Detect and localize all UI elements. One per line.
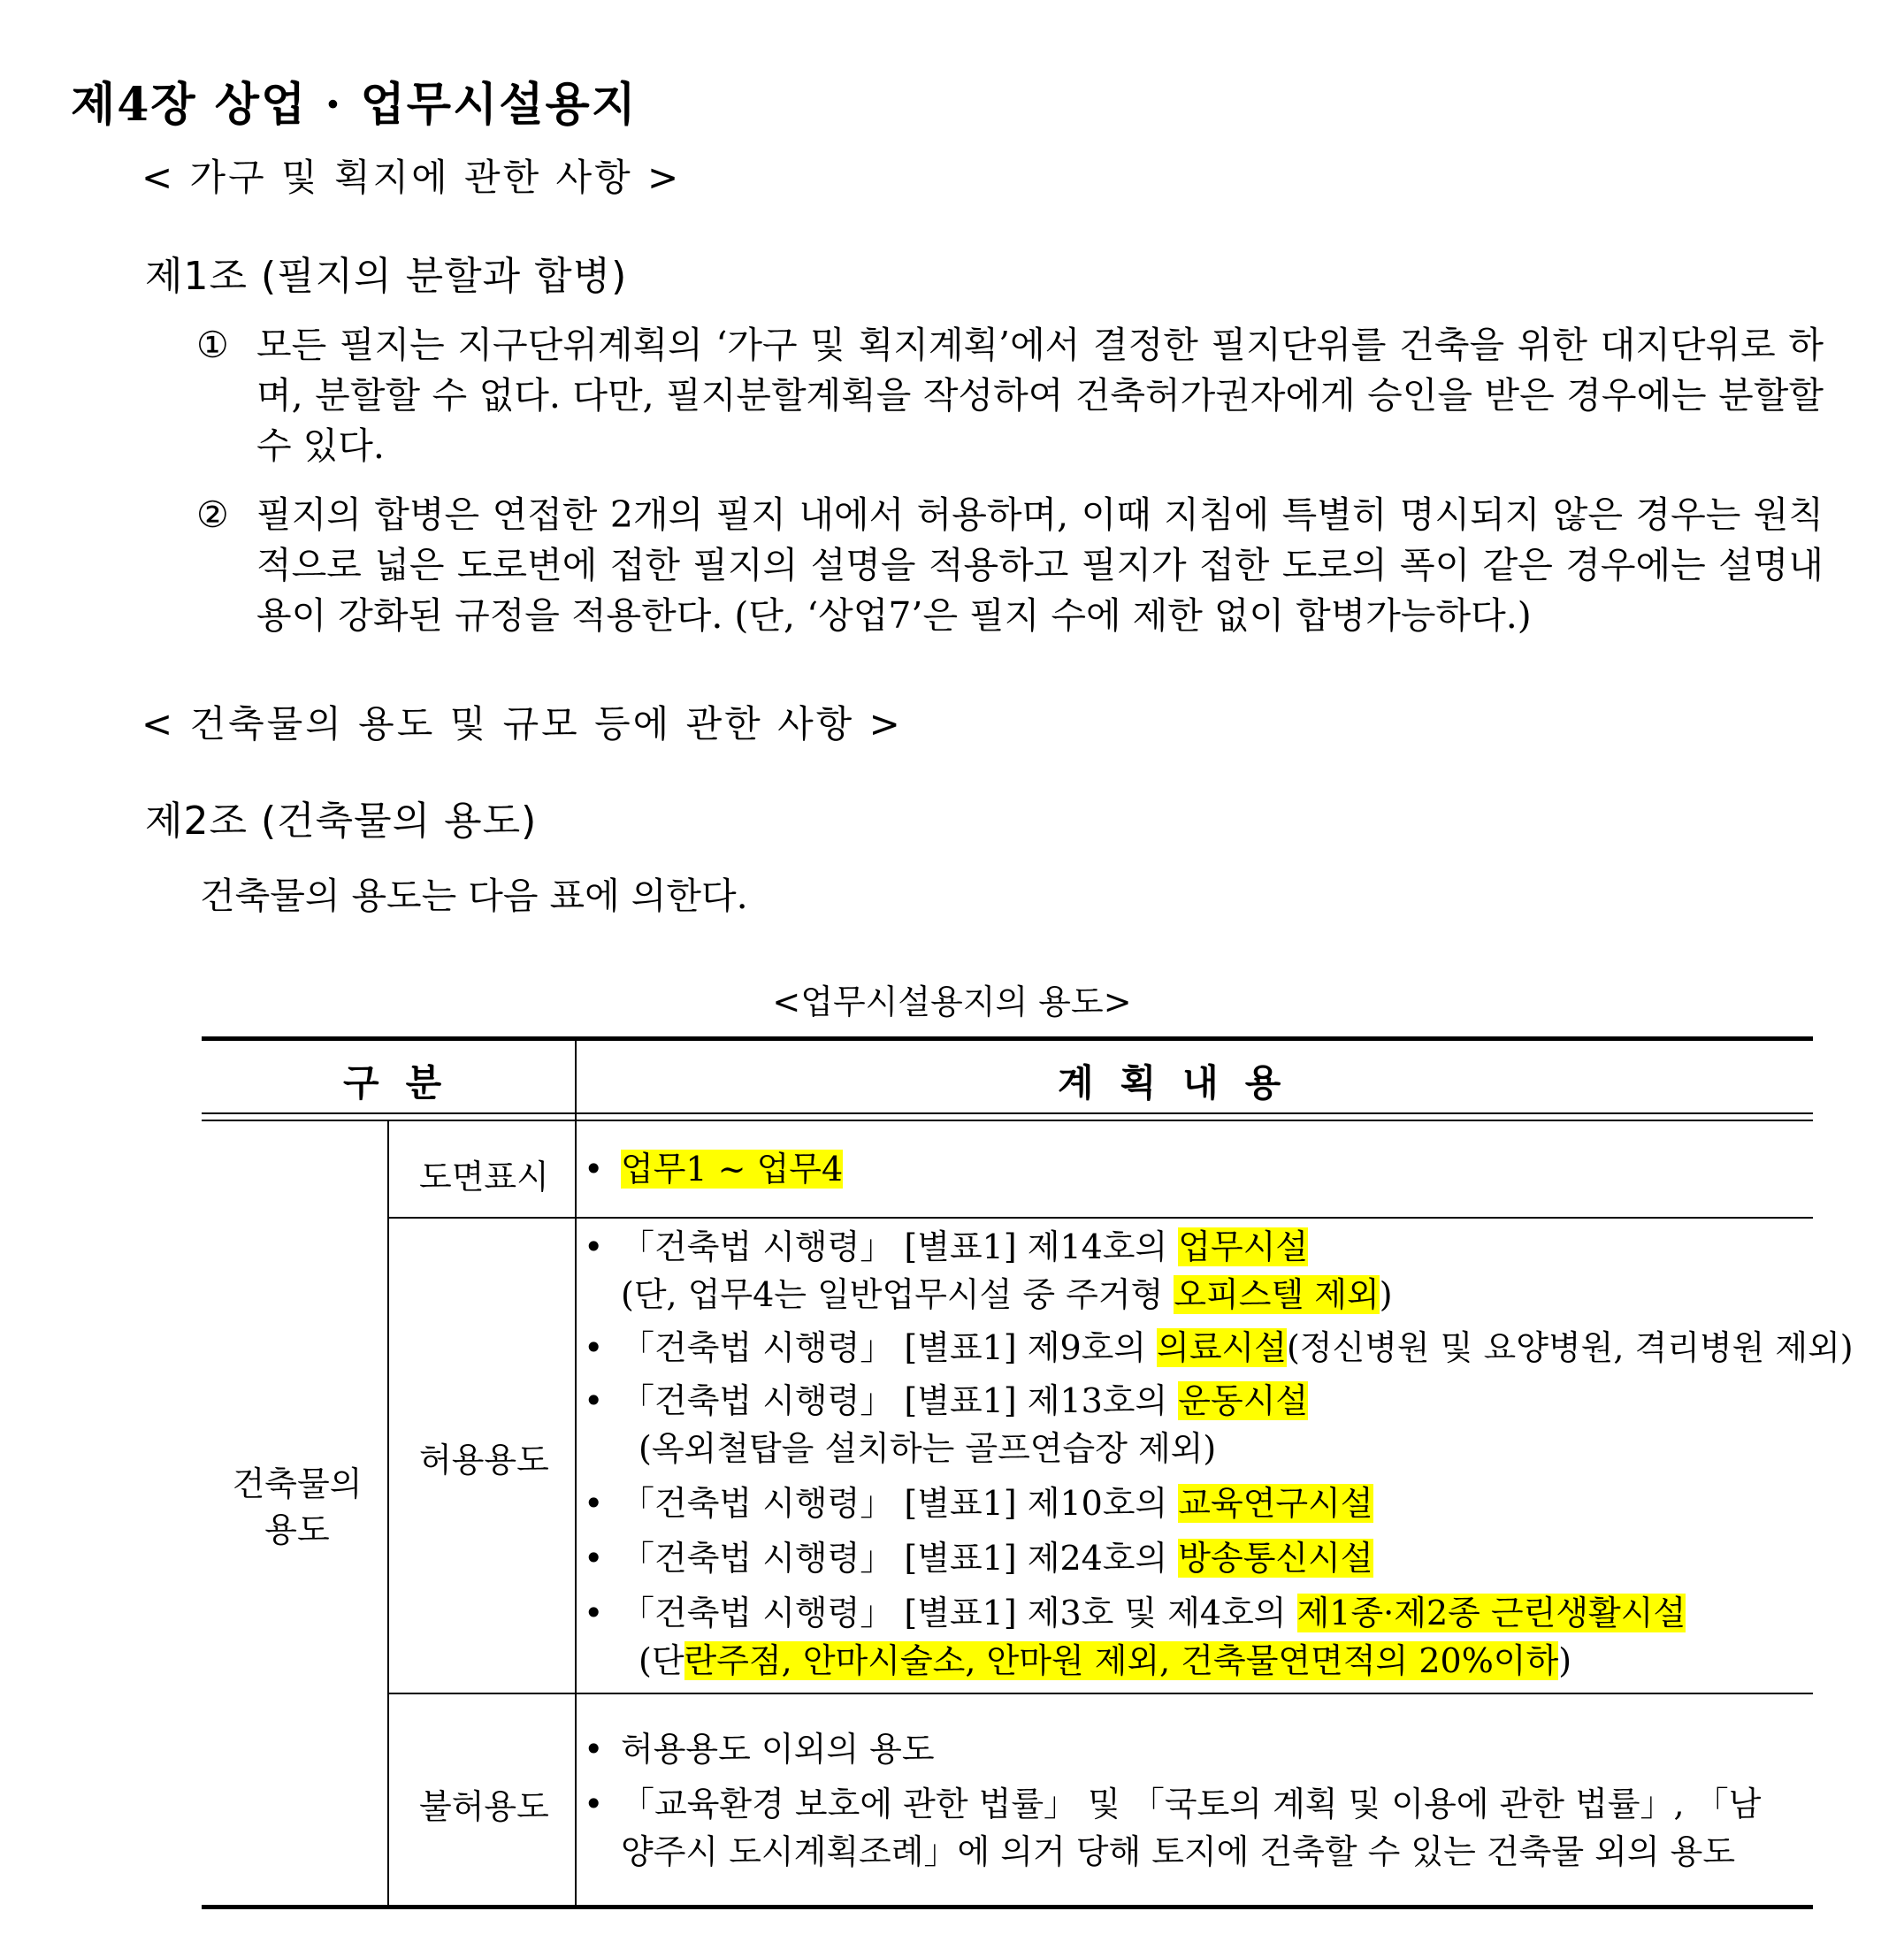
row-label-drawing: 도면표시 [419, 1158, 549, 1196]
drawing-item [584, 1146, 843, 1192]
bullet-icon: • [584, 1484, 604, 1523]
allowed-item-6-note: (단란주점, 안마시술소, 안마원 제외, 건축물연면적의 20%이하) [638, 1641, 1572, 1680]
article-2-heading: 제2조 (건축물의 용도) [145, 799, 538, 844]
allowed-item-1: • 「건축법 시행령」 [별표1] 제14호의 업무시설 [584, 1224, 1308, 1270]
bullet-icon: • [584, 1328, 604, 1367]
category-building-use: 건축물의 용도 [232, 1464, 363, 1549]
allowed-item-2: • 「건축법 시행령」 [별표1] 제9호의 의료시설(정신병원 및 요양병원, 격리병원 제외) [584, 1325, 1854, 1371]
section-heading-building: < 건축물의 용도 및 규모 등에 관한 사항 > [141, 702, 903, 745]
header-category: 구분 [343, 1061, 469, 1105]
section-heading-lots: < 가구 및 획지에 관한 사항 > [141, 156, 682, 199]
header-content: 계획내용 [1058, 1061, 1308, 1105]
article-1-item-2 [196, 490, 1824, 641]
header-rule-2 [202, 1120, 1813, 1121]
item-text: 모든 필지는 지구단위계획의 ‘가구 및 획지계획’에서 결정한 필지단위를 건축을 위한 대지단위로 하며, 분할할 수 없다. 다만, 필지분할계획을 작성하여 건축허가권자에게 승인을 받은 경우에는 분할할 수 있다. [256, 324, 1824, 467]
item-number: ② [196, 493, 229, 536]
forbidden-item-2: • 「교육환경 보호에 관한 법률」 및 「국토의 계획 및 이용에 관한 법률」, 「남 [584, 1781, 1761, 1827]
col-divider-sub [387, 1121, 389, 1907]
table-bottom-rule [202, 1905, 1813, 1909]
allowed-item-3-note: (옥외철탑을 설치하는 골프연습장 제외) [638, 1429, 1217, 1468]
bullet-icon: • [584, 1730, 604, 1769]
article-1-item-1 [196, 320, 1824, 471]
allowed-item-1-note: (단, 업무4는 일반업무시설 중 주거형 오피스텔 제외) [621, 1275, 1393, 1314]
bullet-icon: • [584, 1227, 604, 1266]
item-number: ① [196, 324, 229, 366]
col-divider-main [575, 1036, 577, 1907]
item-text: 필지의 합병은 연접한 2개의 필지 내에서 허용하며, 이때 지침에 특별히 명시되지 않은 경우는 원칙적으로 넓은 도로변에 접한 필지의 설명을 적용하고 필지가 접한 도로의 폭이 같은 경우에는 설명내용이 강화된 규정을 적용한다. (단, ‘상업7’은 필지 수에 제한 없이 합병가능하다.) [256, 493, 1824, 637]
drawing-value: 업무1 ~ 업무4 [621, 1150, 844, 1189]
row-rule-1 [387, 1217, 1813, 1219]
row-rule-2 [387, 1693, 1813, 1694]
bullet-icon: • [584, 1594, 604, 1632]
forbidden-item-2-cont: 양주시 도시계획조례」에 의거 당해 토지에 건축할 수 있는 건축물 외의 용도 [621, 1832, 1736, 1871]
bullet-icon: • [584, 1381, 604, 1420]
row-label-forbidden: 불허용도 [419, 1787, 549, 1826]
table-caption: <업무시설용지의 용도> [772, 982, 1132, 1021]
article-2-text: 건축물의 용도는 다음 표에 의한다. [200, 875, 748, 917]
article-1-heading: 제1조 (필지의 분할과 합병) [145, 254, 628, 299]
row-label-allowed: 허용용도 [419, 1441, 549, 1479]
page-title: 제4장 상업 · 업무시설용지 [71, 78, 638, 132]
allowed-item-6: • 「건축법 시행령」 [별표1] 제3호 및 제4호의 제1종·제2종 근린생활시설 [584, 1590, 1686, 1636]
bullet-icon: • [584, 1150, 604, 1189]
allowed-item-4: • 「건축법 시행령」 [별표1] 제10호의 교육연구시설 [584, 1480, 1373, 1526]
allowed-item-5: • 「건축법 시행령」 [별표1] 제24호의 방송통신시설 [584, 1535, 1373, 1581]
bullet-icon: • [584, 1539, 604, 1578]
table-top-rule [202, 1036, 1813, 1041]
allowed-item-3: • 「건축법 시행령」 [별표1] 제13호의 운동시설 [584, 1378, 1308, 1424]
forbidden-item-1: • 허용용도 이외의 용도 [584, 1726, 935, 1772]
header-rule-1 [202, 1112, 1813, 1114]
bullet-icon: • [584, 1785, 604, 1823]
